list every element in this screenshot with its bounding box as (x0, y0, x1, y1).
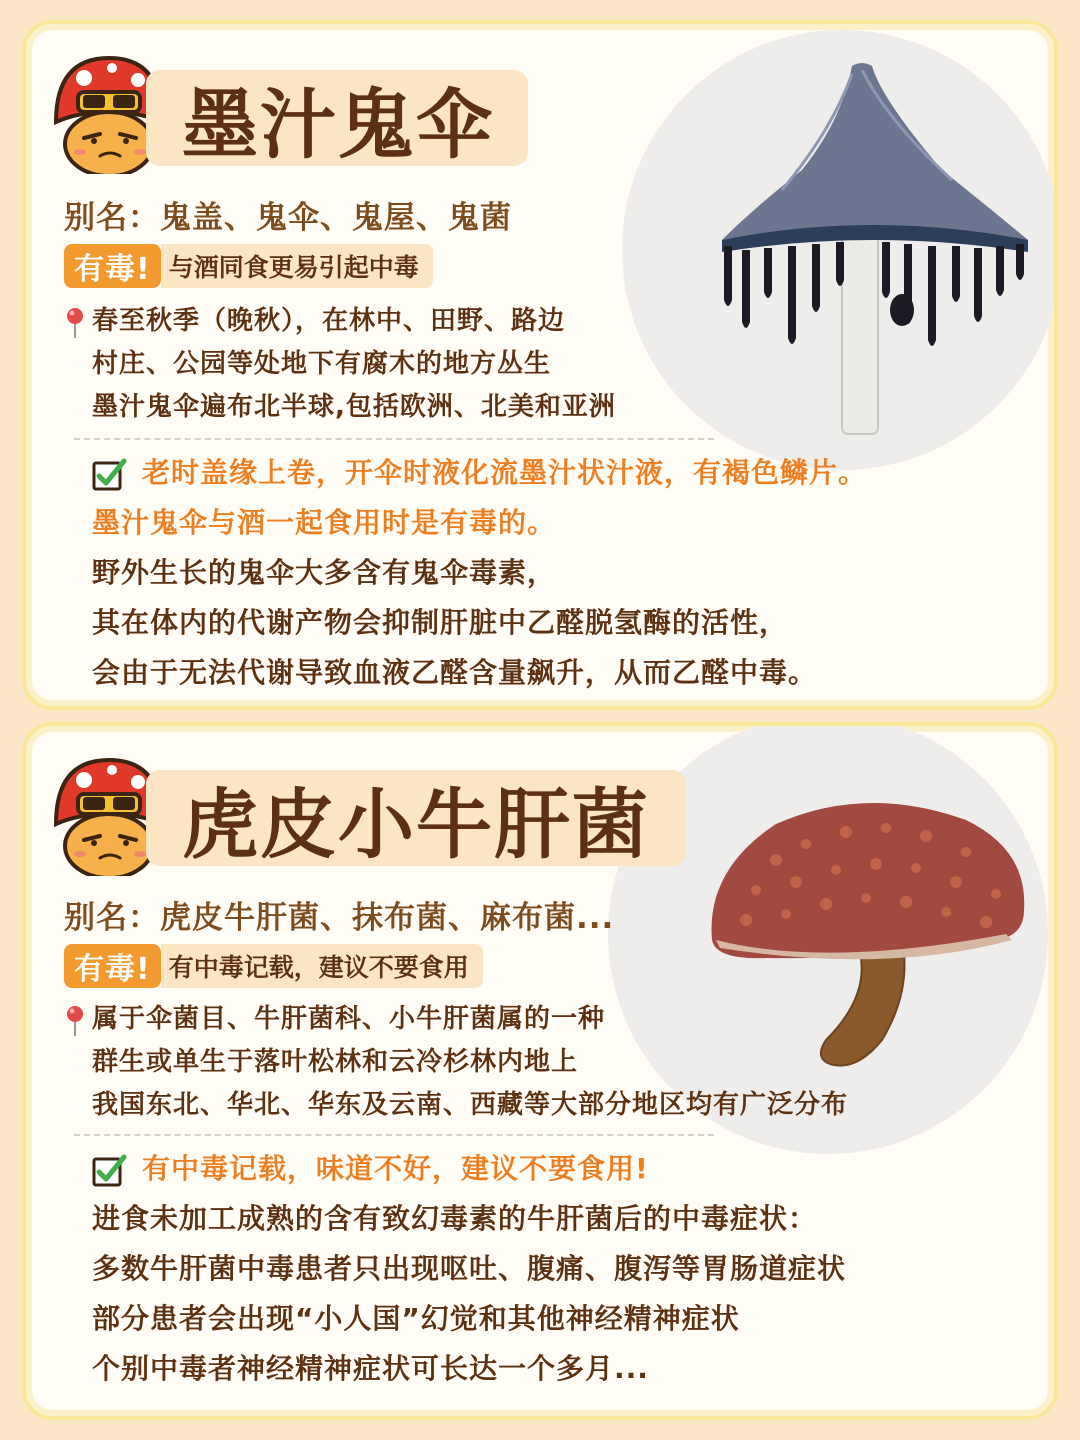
description-line: 个别中毒者神经精神症状可长达一个多月... (92, 1352, 649, 1385)
dashed-divider (74, 438, 714, 440)
description-line: 会由于无法代谢导致血液乙醛含量飙升，从而乙醛中毒。 (92, 656, 818, 689)
description-line: 多数牛肝菌中毒患者只出现呕吐、腹痛、腹泻等胃肠道症状 (92, 1252, 847, 1285)
description-highlight-line: 墨汁鬼伞与酒一起食用时是有毒的。 (92, 506, 557, 539)
checkbox-check-icon (92, 457, 128, 491)
title-banner (146, 70, 528, 169)
mushroom-title: 虎皮小牛肝菌 (182, 779, 650, 869)
habitat-line: 属于伞菌目、牛肝菌科、小牛肝菌属的一种 (92, 1004, 606, 1034)
habitat-line: 墨汁鬼伞遍布北半球,包括欧洲、北美和亚洲 (92, 392, 616, 422)
toxic-badge: 有毒! (64, 244, 161, 288)
habitat-line: 我国东北、华北、华东及云南、西藏等大部分地区均有广泛分布 (92, 1090, 849, 1120)
description-text: 有中毒记载，味道不好，建议不要食用! (142, 1152, 649, 1185)
mushroom-title: 墨汁鬼伞 (182, 79, 494, 169)
description-line: 部分患者会出现“小人国”幻觉和其他神经精神症状 (92, 1302, 740, 1335)
dashed-divider (74, 1134, 714, 1136)
toxic-row (64, 244, 433, 288)
description-highlight-line (92, 448, 867, 498)
toxic-note: 有中毒记载，建议不要食用 (161, 944, 483, 988)
description-line: 进食未加工成熟的含有致幻毒素的牛肝菌后的中毒症状： (92, 1202, 818, 1235)
checkbox-check-icon (92, 1153, 128, 1187)
habitat-block (64, 300, 616, 429)
mushroom-card-ink-cap (22, 20, 1058, 710)
location-pin-icon (64, 1004, 86, 1038)
description-line: 其在体内的代谢产物会抑制肝脏中乙醛脱氢酶的活性， (92, 606, 789, 639)
habitat-line: 群生或单生于落叶松林和云冷杉林内地上 (92, 1047, 579, 1077)
description-text: 老时盖缘上卷，开伞时液化流墨汁状汁液，有褐色鳞片。 (142, 456, 868, 489)
toxic-badge: 有毒! (64, 944, 161, 988)
location-pin-icon (64, 306, 86, 340)
description-block (92, 1144, 846, 1394)
toxic-row (64, 944, 483, 988)
toxic-note: 与酒同食更易引起中毒 (161, 244, 433, 288)
alias-line: 别名：鬼盖、鬼伞、鬼屋、鬼菌 (64, 200, 512, 236)
habitat-line: 春至秋季（晚秋），在林中、田野、路边 (92, 306, 566, 336)
habitat-line: 村庄、公园等处地下有腐木的地方丛生 (92, 349, 552, 379)
description-highlight-line (92, 1144, 846, 1194)
habitat-block (64, 998, 848, 1127)
alias-line: 别名：虎皮牛肝菌、抹布菌、麻布菌... (64, 900, 615, 936)
description-line: 野外生长的鬼伞大多含有鬼伞毒素， (92, 556, 557, 589)
mushroom-card-bolete (22, 722, 1058, 1420)
description-block (92, 448, 867, 698)
ink-cap-mushroom-image (712, 60, 1042, 440)
title-banner (146, 770, 686, 869)
